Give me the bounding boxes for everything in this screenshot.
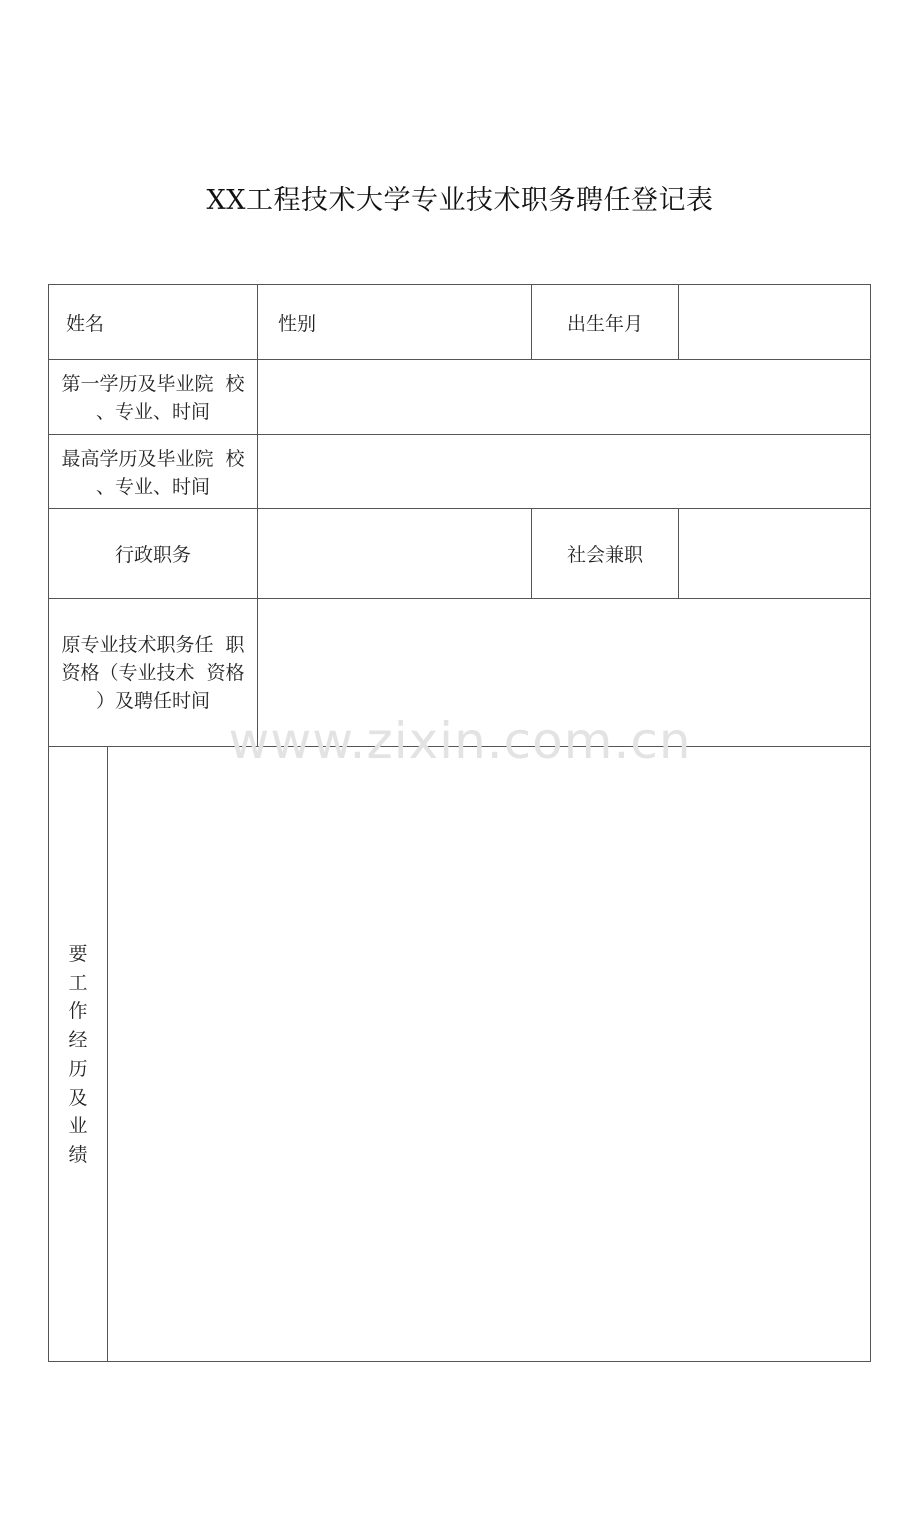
work-experience-label (49, 940, 107, 1170)
label-char: 作 (68, 1000, 88, 1023)
label-line: 原专业技术职务任 职 (61, 634, 245, 656)
table-border-bottom (48, 1361, 871, 1362)
admin-position-value-cell[interactable] (258, 509, 531, 598)
birth-date-value-cell[interactable] (679, 285, 870, 359)
gender-label: 性别 (278, 312, 317, 335)
label-char: 工 (68, 971, 88, 994)
social-position-value-cell[interactable] (679, 509, 870, 598)
first-education-label (50, 370, 256, 426)
first-education-value-cell[interactable] (258, 360, 870, 434)
label-char: 及 (68, 1086, 88, 1109)
label-line: 资格（专业技术 资格 (61, 662, 245, 684)
table-border-right (870, 284, 871, 1362)
watermark: www.zixin.com.cn (228, 712, 692, 770)
birth-date-label: 出生年月 (566, 312, 643, 335)
form-title: XX工程技术大学专业技术职务聘任登记表 (206, 185, 714, 216)
previous-title-value-cell[interactable] (258, 599, 870, 746)
social-position-label: 社会兼职 (566, 544, 643, 566)
name-value-cell[interactable] (258, 285, 268, 359)
label-char: 经 (68, 1029, 88, 1052)
work-experience-value-cell[interactable] (108, 747, 870, 1361)
table-border-left (48, 284, 49, 1362)
label-line: 、专业、时间 (95, 476, 210, 498)
highest-education-value-cell[interactable] (258, 435, 870, 508)
previous-title-label (50, 631, 256, 715)
highest-education-label (50, 445, 256, 501)
label-char: 绩 (68, 1143, 88, 1166)
name-label: 姓名 (66, 312, 105, 335)
label-line: 第一学历及毕业院 校 (61, 373, 245, 395)
admin-position-label: 行政职务 (114, 544, 191, 566)
label-char: 要 (68, 943, 88, 965)
label-char: 历 (68, 1057, 88, 1080)
label-char: 业 (68, 1115, 88, 1138)
label-line: 最高学历及毕业院 校 (61, 448, 245, 470)
label-line: ）及聘任时间 (95, 690, 210, 712)
label-line: 、专业、时间 (95, 401, 210, 423)
